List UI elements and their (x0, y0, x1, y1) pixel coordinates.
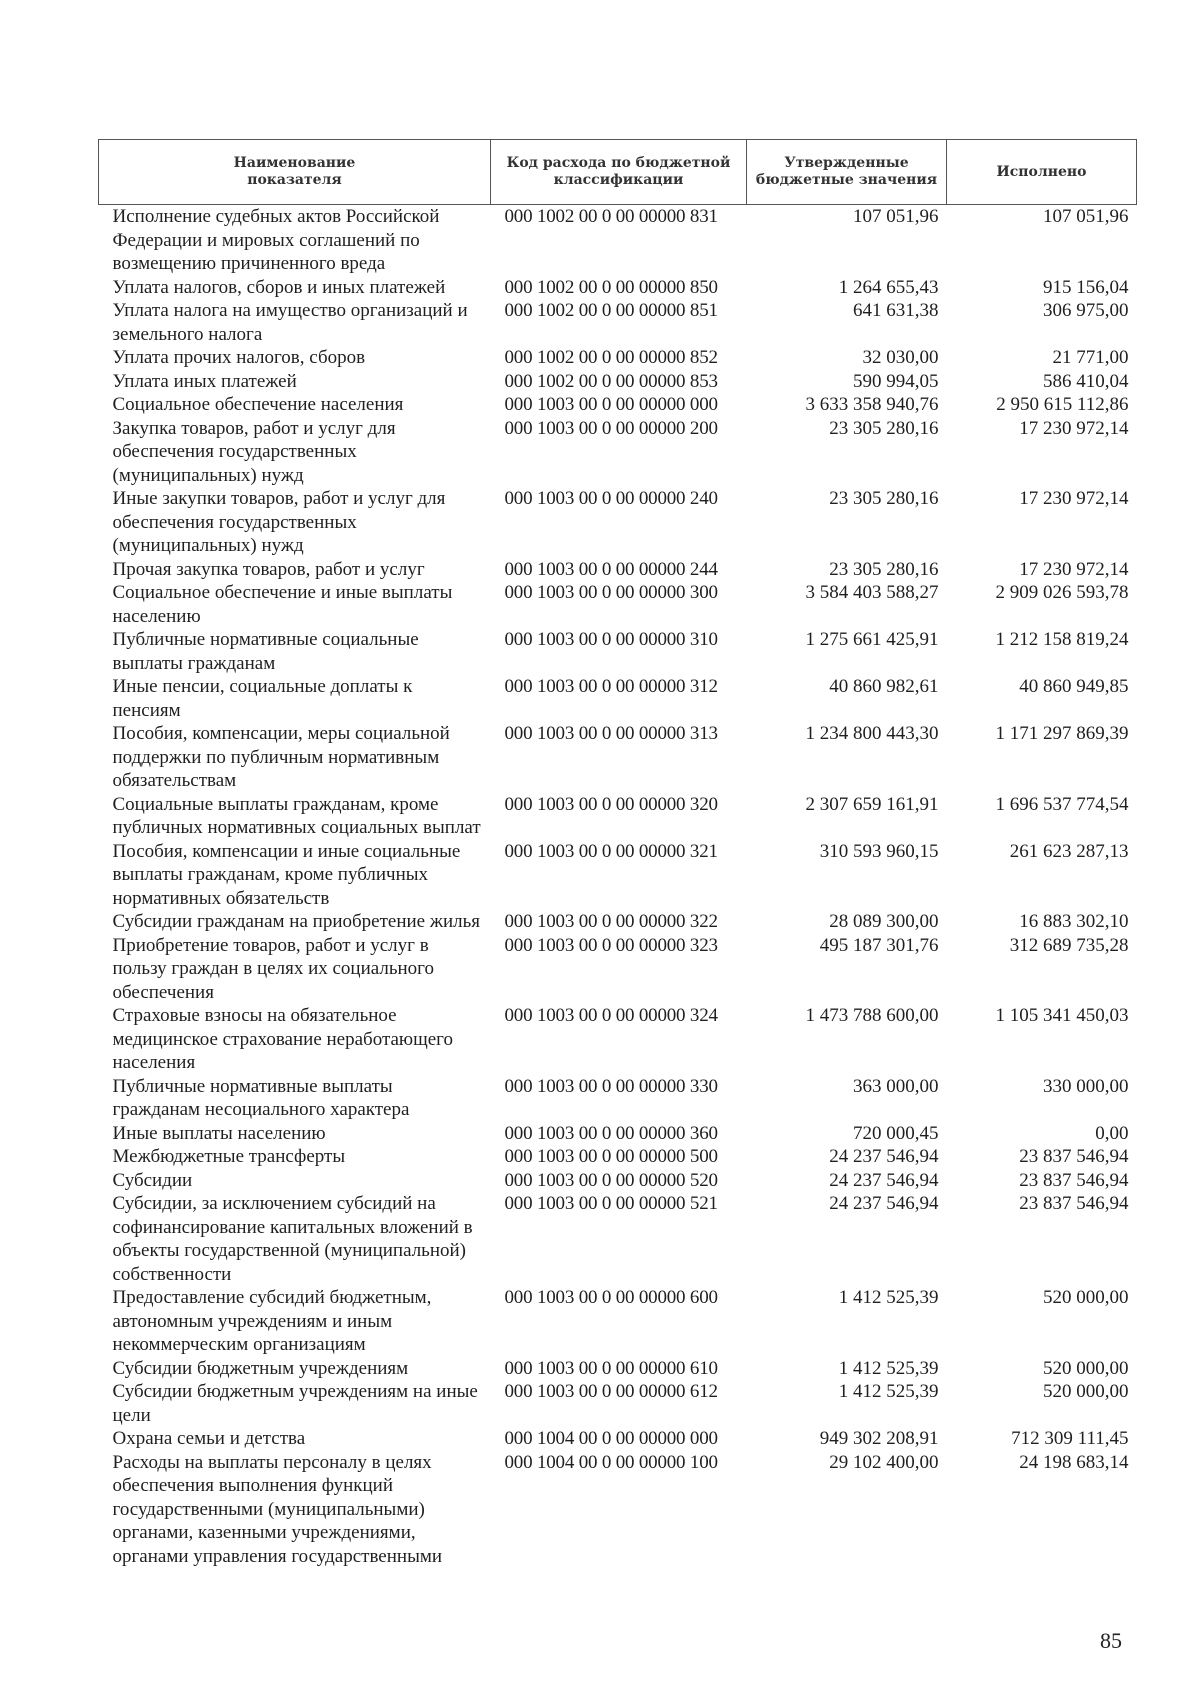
header-expense-code: Код расхода по бюджетной классификации (491, 140, 747, 205)
row-approved-value: 1 473 788 600,00 (805, 1005, 939, 1026)
row-executed-value: 17 230 972,14 (1019, 488, 1129, 509)
row-indicator-name: Иные выплаты населению (112, 1122, 326, 1144)
table-row (99, 393, 1137, 417)
row-expense-code: 000 1003 00 0 00 00000 312 (504, 676, 718, 697)
row-approved-value: 310 593 960,15 (819, 840, 939, 862)
table-row (99, 840, 1137, 911)
row-indicator-name: Уплата иных платежей (112, 370, 297, 392)
table-row (99, 1145, 1137, 1169)
row-indicator-name: Субсидии гражданам на приобретение жилья (112, 911, 481, 932)
row-expense-code: 000 1003 00 0 00 00000 610 (504, 1357, 718, 1379)
row-indicator-name: Пособия, компенсации, меры социальной поддержки по публичным нормативным обязательствам (112, 723, 450, 791)
row-approved-value: 24 237 546,94 (829, 1146, 939, 1167)
row-approved-value: 40 860 982,61 (829, 676, 939, 697)
row-approved-value: 1 264 655,43 (838, 276, 939, 298)
row-approved-value: 23 305 280,16 (829, 558, 939, 580)
row-executed-value: 23 837 546,94 (1019, 1169, 1129, 1191)
table-row (99, 276, 1137, 300)
row-indicator-name: Субсидии бюджетным учреждениям (112, 1357, 409, 1379)
row-expense-code: 000 1003 00 0 00 00000 321 (504, 840, 718, 862)
row-executed-value: 21 771,00 (1052, 347, 1129, 368)
row-indicator-name: Иные пенсии, социальные доплаты к пенсиям (112, 676, 413, 721)
row-indicator-name: Социальное обеспечение и иные выплаты населению (112, 582, 453, 627)
row-expense-code: 000 1003 00 0 00 00000 313 (504, 723, 718, 744)
table-row (99, 722, 1137, 793)
row-executed-value: 0,00 (1095, 1122, 1129, 1144)
row-approved-value: 1 412 525,39 (838, 1357, 939, 1379)
row-executed-value: 40 860 949,85 (1019, 676, 1129, 697)
row-indicator-name: Расходы на выплаты персоналу в целях обеспечения выполнения функций государственными (муниципальными) органами, казенными учреждениями, органами управления государственными (112, 1451, 443, 1567)
row-executed-value: 17 230 972,14 (1019, 417, 1129, 439)
row-expense-code: 000 1003 00 0 00 00000 330 (504, 1075, 718, 1097)
table-row (99, 205, 1137, 276)
table-row (99, 1380, 1137, 1427)
table-row (99, 558, 1137, 582)
table-header (99, 140, 1137, 205)
row-executed-value: 1 171 297 869,39 (995, 723, 1129, 744)
row-expense-code: 000 1003 00 0 00 00000 360 (504, 1122, 718, 1144)
row-expense-code: 000 1003 00 0 00 00000 521 (504, 1193, 718, 1214)
table-row (99, 1075, 1137, 1122)
row-expense-code: 000 1002 00 0 00 00000 851 (504, 300, 718, 321)
row-expense-code: 000 1003 00 0 00 00000 240 (504, 488, 718, 509)
row-expense-code: 000 1002 00 0 00 00000 850 (504, 276, 718, 298)
row-executed-value: 17 230 972,14 (1019, 558, 1129, 580)
table-row (99, 628, 1137, 675)
row-expense-code: 000 1003 00 0 00 00000 300 (504, 582, 718, 603)
table-row (99, 487, 1137, 558)
row-expense-code: 000 1003 00 0 00 00000 322 (504, 911, 718, 932)
row-approved-value: 28 089 300,00 (829, 911, 939, 932)
row-expense-code: 000 1004 00 0 00 00000 000 (504, 1428, 718, 1449)
row-expense-code: 000 1003 00 0 00 00000 000 (504, 394, 718, 415)
row-expense-code: 000 1003 00 0 00 00000 200 (504, 417, 718, 439)
row-executed-value: 2 909 026 593,78 (995, 582, 1129, 603)
row-approved-value: 2 307 659 161,91 (805, 793, 939, 815)
row-executed-value: 1 696 537 774,54 (995, 793, 1129, 815)
row-executed-value: 520 000,00 (1043, 1357, 1129, 1379)
row-approved-value: 107 051,96 (853, 206, 939, 227)
row-expense-code: 000 1003 00 0 00 00000 600 (504, 1287, 718, 1308)
row-indicator-name: Субсидии, за исключением субсидий на софинансирование капитальных вложений в объекты государственной (муниципальной) собственности (112, 1193, 473, 1285)
row-executed-value: 107 051,96 (1043, 206, 1129, 227)
row-indicator-name: Исполнение судебных актов Российской Федерации и мировых соглашений по возмещению причиненного вреда (112, 206, 440, 274)
table-row (99, 417, 1137, 488)
row-executed-value: 1 105 341 450,03 (995, 1005, 1129, 1026)
row-indicator-name: Публичные нормативные выплаты гражданам несоциального характера (112, 1075, 410, 1120)
row-indicator-name: Субсидии бюджетным учреждениям на иные цели (112, 1381, 478, 1426)
row-executed-value: 2 950 615 112,86 (996, 394, 1129, 415)
row-executed-value: 23 837 546,94 (1019, 1193, 1129, 1214)
row-approved-value: 23 305 280,16 (829, 417, 939, 439)
row-indicator-name: Закупка товаров, работ и услуг для обеспечения государственных (муниципальных) нужд (112, 417, 396, 486)
row-executed-value: 712 309 111,45 (1011, 1428, 1129, 1449)
table-row (99, 1122, 1137, 1146)
table-row (99, 1192, 1137, 1286)
row-approved-value: 23 305 280,16 (829, 488, 939, 509)
row-indicator-name: Публичные нормативные социальные выплаты гражданам (112, 629, 419, 674)
table-row (99, 1357, 1137, 1381)
row-indicator-name: Социальное обеспечение населения (112, 394, 404, 415)
row-approved-value: 3 584 403 588,27 (805, 582, 939, 603)
header-executed: Исполнено (947, 140, 1137, 205)
row-indicator-name: Пособия, компенсации и иные социальные выплаты гражданам, кроме публичных нормативных обязательств (112, 840, 461, 909)
row-indicator-name: Прочая закупка товаров, работ и услуг (112, 558, 425, 580)
row-executed-value: 330 000,00 (1043, 1075, 1129, 1097)
row-approved-value: 24 237 546,94 (829, 1193, 939, 1214)
row-indicator-name: Предоставление субсидий бюджетным, автономным учреждениям и иным некоммерческим организациям (112, 1287, 432, 1355)
row-executed-value: 586 410,04 (1043, 370, 1129, 392)
row-expense-code: 000 1003 00 0 00 00000 323 (504, 934, 718, 956)
table-row (99, 1427, 1137, 1451)
table-row (99, 581, 1137, 628)
row-indicator-name: Социальные выплаты гражданам, кроме публичных нормативных социальных выплат (112, 793, 481, 838)
row-approved-value: 1 412 525,39 (838, 1381, 939, 1402)
table-body (99, 205, 1137, 1569)
row-approved-value: 495 187 301,76 (819, 934, 939, 956)
row-expense-code: 000 1003 00 0 00 00000 612 (504, 1381, 718, 1402)
row-approved-value: 1 275 661 425,91 (805, 629, 939, 650)
page-number: 85 (1100, 1628, 1122, 1653)
table-row (99, 910, 1137, 934)
row-expense-code: 000 1002 00 0 00 00000 831 (504, 206, 718, 227)
row-approved-value: 363 000,00 (853, 1075, 939, 1097)
row-expense-code: 000 1003 00 0 00 00000 310 (504, 629, 718, 650)
row-expense-code: 000 1003 00 0 00 00000 320 (504, 793, 718, 815)
table-row (99, 1286, 1137, 1357)
row-expense-code: 000 1003 00 0 00 00000 324 (504, 1005, 718, 1026)
row-approved-value: 24 237 546,94 (829, 1169, 939, 1191)
row-approved-value: 590 994,05 (853, 370, 939, 392)
table-row (99, 370, 1137, 394)
header-approved-values: Утвержденные бюджетные значения (747, 140, 947, 205)
row-indicator-name: Страховые взносы на обязательное медицинское страхование неработающего населения (112, 1005, 454, 1073)
row-approved-value: 32 030,00 (862, 347, 939, 368)
table-row (99, 1004, 1137, 1075)
row-expense-code: 000 1004 00 0 00 00000 100 (504, 1451, 718, 1473)
row-executed-value: 915 156,04 (1043, 276, 1129, 298)
row-indicator-name: Субсидии (112, 1169, 193, 1191)
table-row (99, 793, 1137, 840)
row-indicator-name: Уплата налога на имущество организаций и земельного налога (112, 300, 468, 345)
table-row (99, 675, 1137, 722)
row-executed-value: 306 975,00 (1043, 300, 1129, 321)
row-expense-code: 000 1003 00 0 00 00000 520 (504, 1169, 718, 1191)
row-executed-value: 520 000,00 (1043, 1381, 1129, 1402)
row-approved-value: 949 302 208,91 (819, 1428, 939, 1449)
row-executed-value: 24 198 683,14 (1019, 1451, 1129, 1473)
row-approved-value: 1 412 525,39 (838, 1287, 939, 1308)
row-approved-value: 3 633 358 940,76 (805, 394, 939, 415)
row-indicator-name: Межбюджетные трансферты (112, 1146, 346, 1167)
row-executed-value: 312 689 735,28 (1009, 934, 1129, 956)
row-expense-code: 000 1002 00 0 00 00000 852 (504, 347, 718, 368)
row-approved-value: 29 102 400,00 (829, 1451, 939, 1473)
row-indicator-name: Уплата прочих налогов, сборов (112, 347, 366, 368)
row-executed-value: 16 883 302,10 (1019, 911, 1129, 932)
row-indicator-name: Охрана семьи и детства (112, 1428, 306, 1449)
table-row (99, 346, 1137, 370)
row-approved-value: 641 631,38 (853, 300, 939, 321)
row-expense-code: 000 1002 00 0 00 00000 853 (504, 370, 718, 392)
row-indicator-name: Уплата налогов, сборов и иных платежей (112, 276, 446, 298)
row-executed-value: 520 000,00 (1043, 1287, 1129, 1308)
budget-expenditure-table (98, 139, 1137, 1568)
row-executed-value: 1 212 158 819,24 (995, 629, 1129, 650)
row-executed-value: 23 837 546,94 (1019, 1146, 1129, 1167)
row-indicator-name: Иные закупки товаров, работ и услуг для обеспечения государственных (муниципальных) нужд (112, 488, 446, 556)
row-expense-code: 000 1003 00 0 00 00000 244 (504, 558, 718, 580)
row-indicator-name: Приобретение товаров, работ и услуг в пользу граждан в целях их социального обеспечения (112, 934, 435, 1003)
row-approved-value: 720 000,45 (853, 1122, 939, 1144)
row-expense-code: 000 1003 00 0 00 00000 500 (504, 1146, 718, 1167)
row-approved-value: 1 234 800 443,30 (805, 723, 939, 744)
row-executed-value: 261 623 287,13 (1009, 840, 1129, 862)
table-row (99, 1169, 1137, 1193)
table-row (99, 934, 1137, 1005)
table-row (99, 1451, 1137, 1569)
header-indicator-name: Наименование показателя (99, 140, 491, 205)
table-row (99, 299, 1137, 346)
